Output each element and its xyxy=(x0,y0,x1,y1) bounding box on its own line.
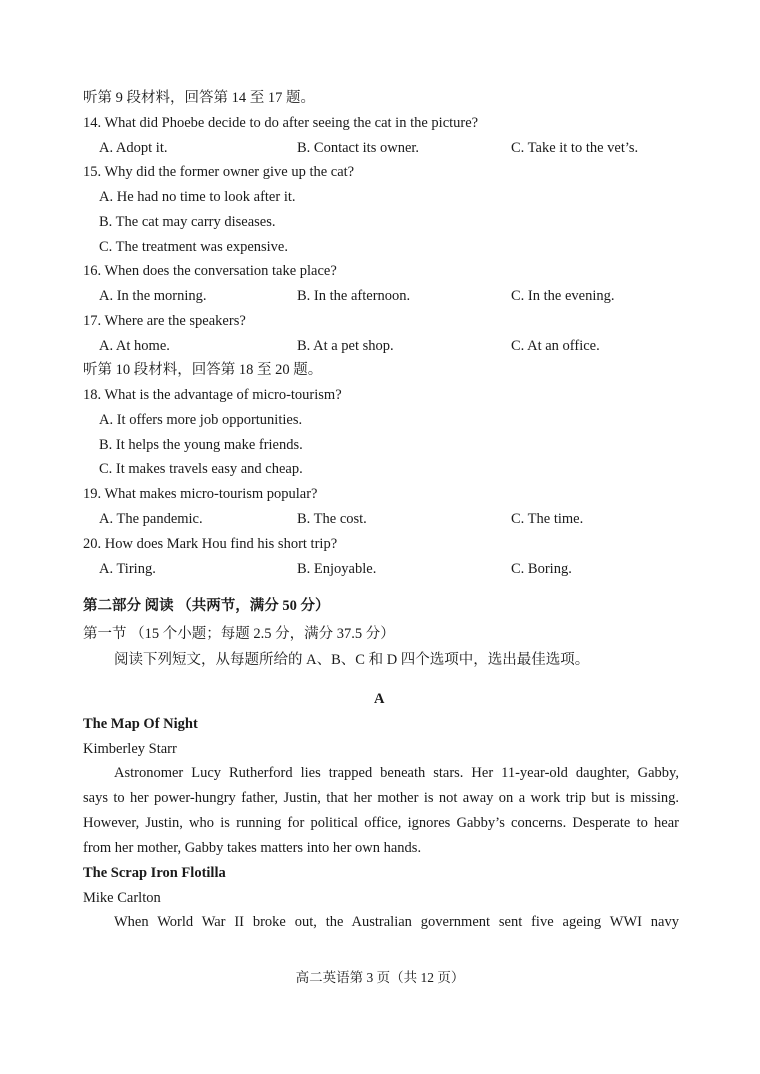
q15-option-b: B. The cat may carry diseases. xyxy=(99,214,276,230)
question-15: 15. Why did the former owner give up the cat? xyxy=(83,164,355,180)
q19-option-c: C. The time. xyxy=(511,511,584,527)
book2-title: The Scrap Iron Flotilla xyxy=(83,865,226,881)
question-18: 18. What is the advantage of micro-tourism? xyxy=(83,387,342,403)
q20-option-a: A. Tiring. xyxy=(99,561,156,577)
book1-line: says to her power-hungry father, Justin, that her mother is not away on a work trip but is missing. xyxy=(83,790,679,806)
q16-option-a: A. In the morning. xyxy=(99,288,207,304)
q18-option-c: C. It makes travels easy and cheap. xyxy=(99,461,303,477)
intro-material-10: 听第 10 段材料，回答第 18 至 20 题。 xyxy=(83,362,323,378)
q16-option-c: C. In the evening. xyxy=(511,288,615,304)
book1-line: However, Justin, who is running for political office, ignores Gabby’s concerns. Desperate to hear xyxy=(83,815,679,831)
section-one-heading: 第一节 （15 个小题；每题 2.5 分，满分 37.5 分） xyxy=(83,626,395,642)
q18-option-b: B. It helps the young make friends. xyxy=(99,437,303,453)
book1-title: The Map Of Night xyxy=(83,716,198,732)
q17-option-b: B. At a pet shop. xyxy=(297,338,394,354)
part-two-heading: 第二部分 阅读 （共两节，满分 50 分） xyxy=(83,598,330,614)
book1-line: from her mother, Gabby takes matters into her own hands. xyxy=(83,840,422,856)
question-20: 20. How does Mark Hou find his short trip? xyxy=(83,536,338,552)
q18-option-a: A. It offers more job opportunities. xyxy=(99,412,303,428)
reading-instruction: 阅读下列短文，从每题所给的 A、B、C 和 D 四个选项中，选出最佳选项。 xyxy=(114,652,590,668)
book1-paragraph xyxy=(83,761,679,861)
q17-option-a: A. At home. xyxy=(99,338,170,354)
intro-material-9: 听第 9 段材料，回答第 14 至 17 题。 xyxy=(83,90,315,106)
book2-line: When World War II broke out, the Australian government sent five ageing WWI navy xyxy=(114,914,679,930)
question-16: 16. When does the conversation take place? xyxy=(83,263,337,279)
book1-author: Kimberley Starr xyxy=(83,741,177,757)
q15-option-c: C. The treatment was expensive. xyxy=(99,239,288,255)
q20-option-c: C. Boring. xyxy=(511,561,572,577)
q14-option-b: B. Contact its owner. xyxy=(297,140,420,156)
book2-author: Mike Carlton xyxy=(83,890,161,906)
q14-option-a: A. Adopt it. xyxy=(99,140,168,156)
book1-line: Astronomer Lucy Rutherford lies trapped beneath stars. Her 11-year-old daughter, Gabby, xyxy=(114,765,679,781)
question-19: 19. What makes micro-tourism popular? xyxy=(83,486,318,502)
passage-letter: A xyxy=(374,691,385,707)
q17-option-c: C. At an office. xyxy=(511,338,600,354)
q20-option-b: B. Enjoyable. xyxy=(297,561,377,577)
question-17: 17. Where are the speakers? xyxy=(83,313,246,329)
q16-option-b: B. In the afternoon. xyxy=(297,288,411,304)
question-14: 14. What did Phoebe decide to do after seeing the cat in the picture? xyxy=(83,115,479,131)
book2-paragraph xyxy=(83,910,679,935)
q14-option-c: C. Take it to the vet’s. xyxy=(511,140,639,156)
page-footer: 高二英语第 3 页（共 12 页） xyxy=(295,970,465,985)
q15-option-a: A. He had no time to look after it. xyxy=(99,189,296,205)
q19-option-b: B. The cost. xyxy=(297,511,367,527)
q19-option-a: A. The pandemic. xyxy=(99,511,203,527)
